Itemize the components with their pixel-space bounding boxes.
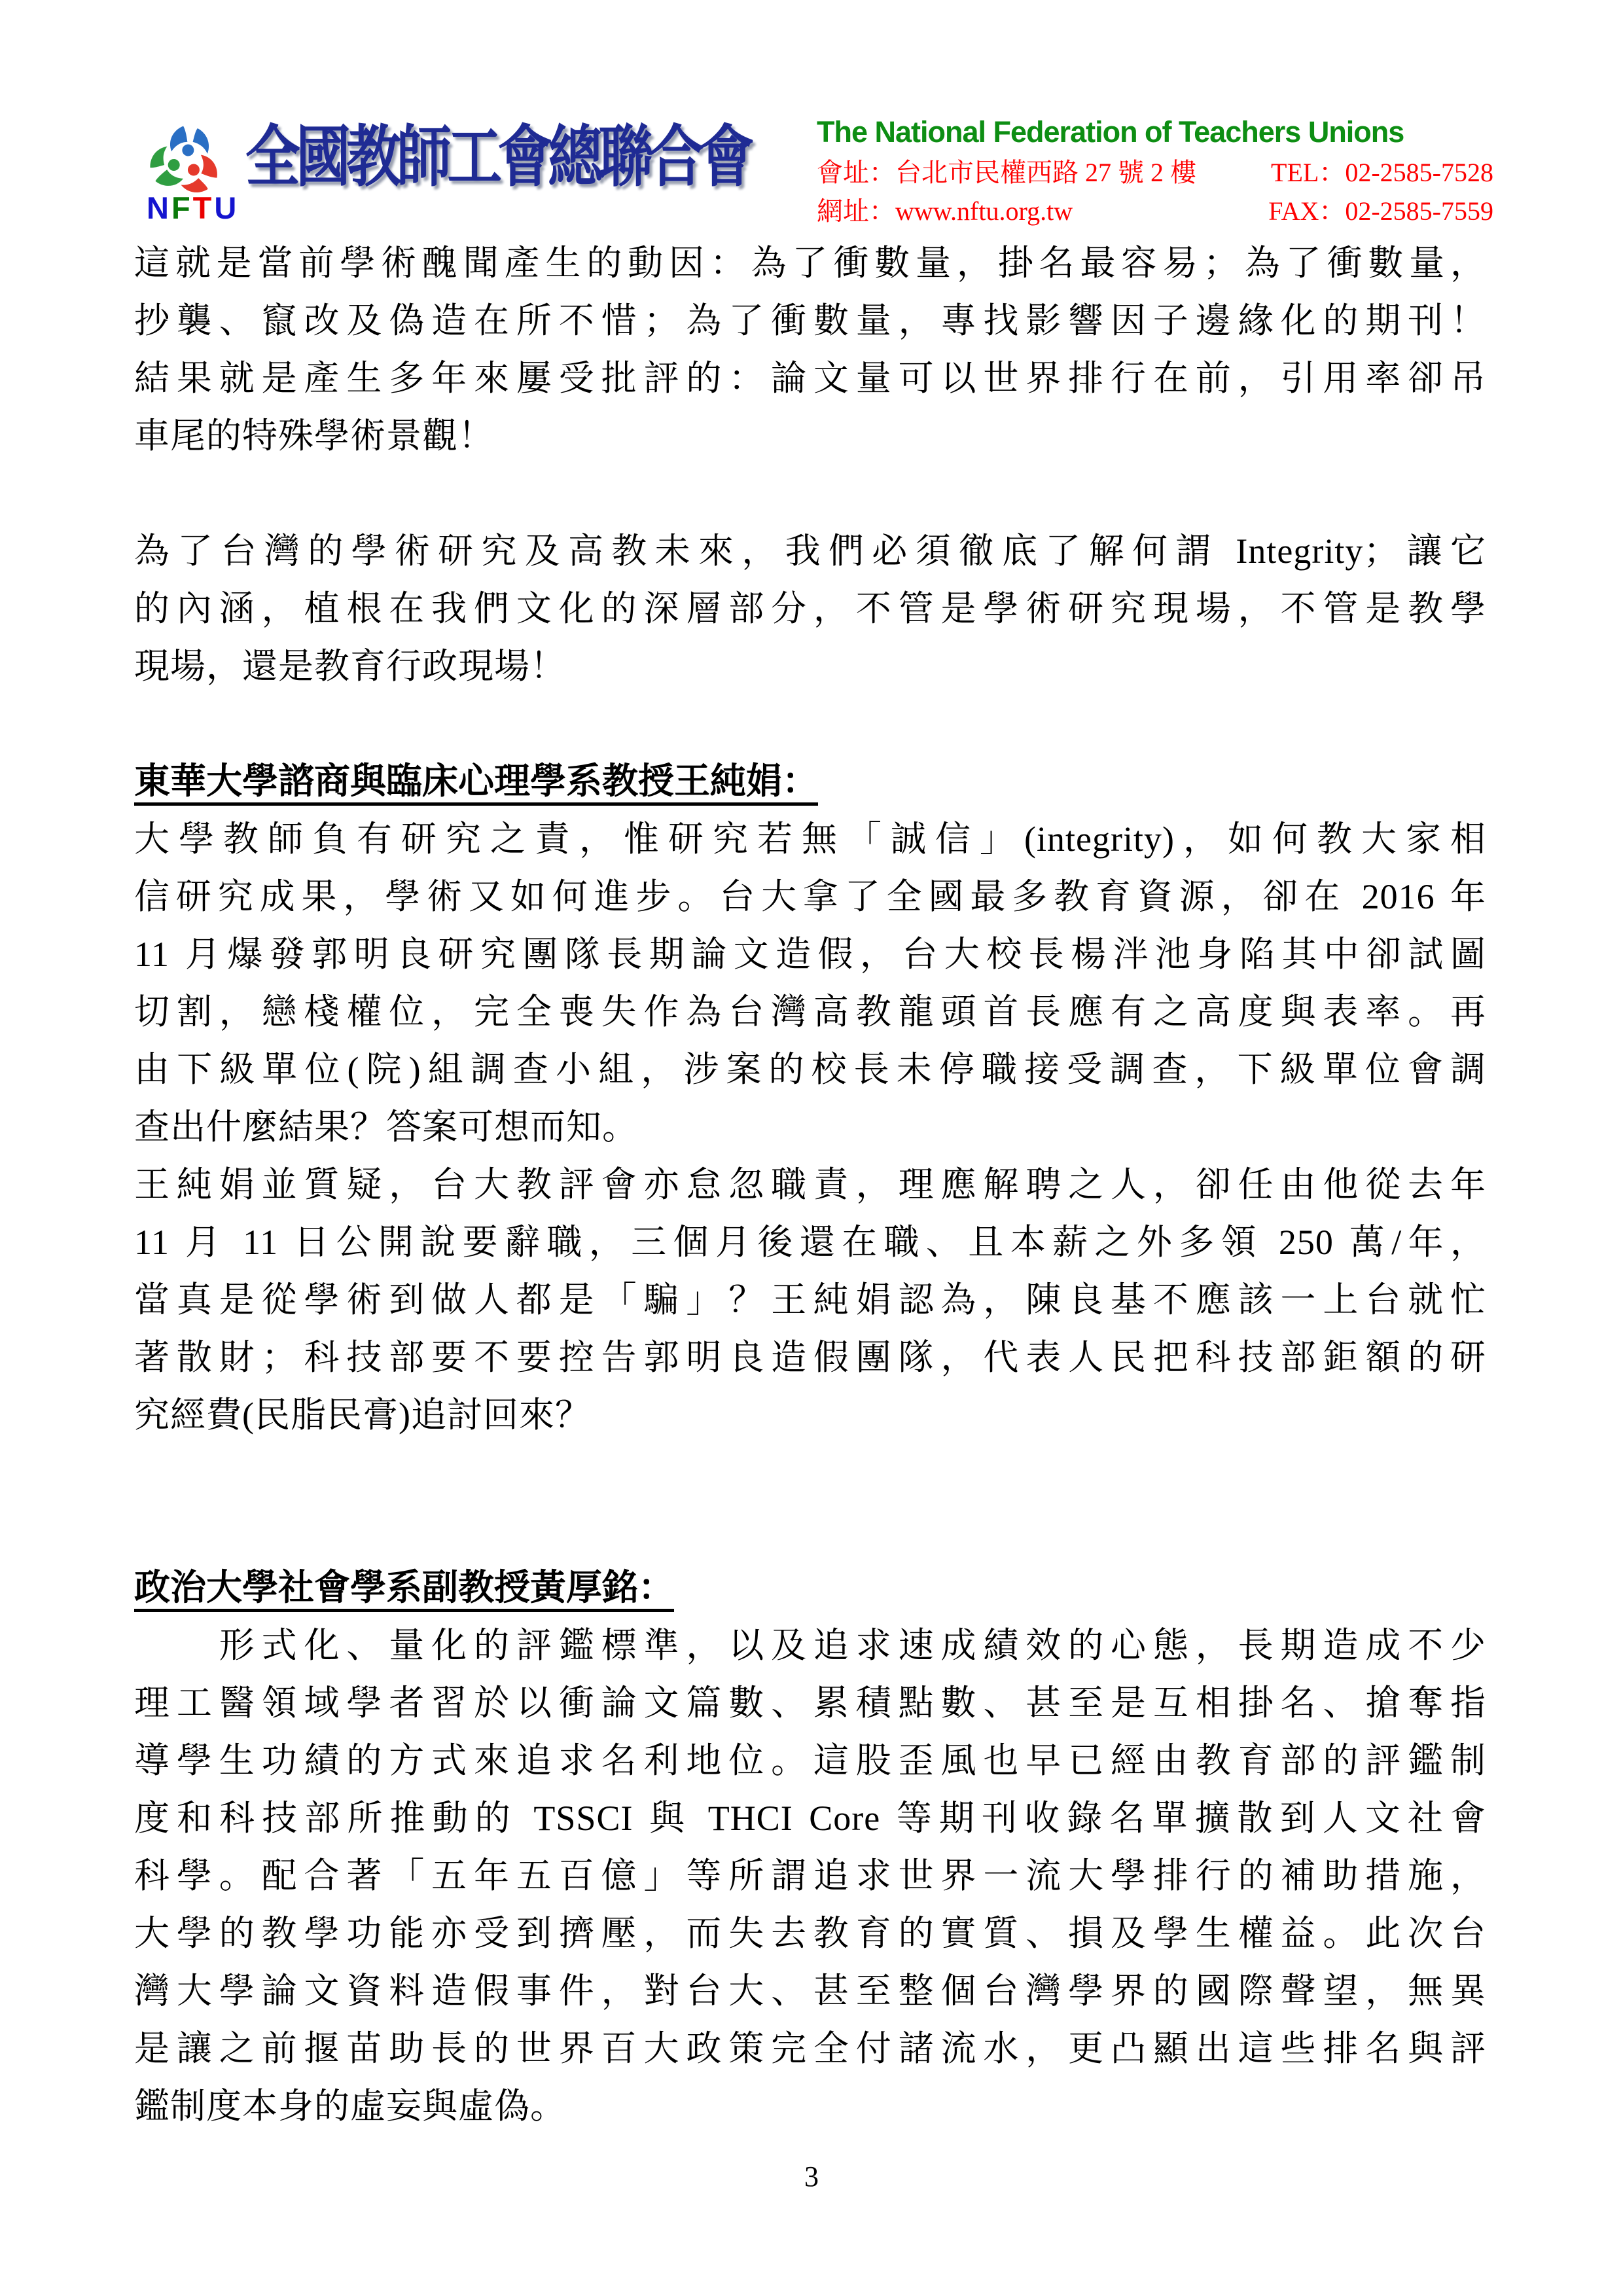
text-line: 11 月爆發郭明良研究團隊長期論文造假，台大校長楊泮池身陷其中卻試圖 bbox=[134, 935, 1486, 974]
org-name-en: The National Federation of Teachers Unions bbox=[817, 115, 1404, 149]
fax-label: FAX：02-2585-7559 bbox=[1268, 196, 1493, 226]
text-line: 由下級單位(院)組調查小組，涉案的校長未停職接受調查，下級單位會調 bbox=[134, 1050, 1486, 1089]
text-line: 大學教師負有研究之責，惟研究若無「誠信」(integrity)，如何教大家相 bbox=[134, 819, 1486, 859]
text-line: 查出什麼結果？答案可想而知。 bbox=[134, 1107, 638, 1147]
text-line: 這就是當前學術醜聞產生的動因：為了衝數量，掛名最容易；為了衝數量， bbox=[134, 243, 1486, 283]
nftu-letter: T bbox=[192, 190, 215, 225]
section-heading: 東華大學諮商與臨床心理學系教授王純娟： bbox=[134, 761, 819, 801]
text-line: 灣大學論文資料造假事件，對台大、甚至整個台灣學界的國際聲望，無異 bbox=[134, 1971, 1486, 2011]
org-name-zh: 全國教師工會總聯合會 bbox=[245, 121, 750, 195]
page-number: 3 bbox=[804, 2161, 819, 2193]
nftu-letter: U bbox=[214, 190, 240, 225]
contact-row-2 bbox=[817, 196, 1493, 226]
blank-line bbox=[134, 1444, 1486, 1559]
tel-label: TEL：02-2585-7528 bbox=[1271, 158, 1493, 187]
text-line: 大學的教學功能亦受到擠壓，而失去教育的實質、損及學生權益。此次台 bbox=[134, 1914, 1486, 1953]
text-line: 形式化、量化的評鑑標準，以及追求速成績效的心態，長期造成不少 bbox=[134, 1626, 1486, 1665]
blank-line bbox=[134, 695, 1486, 753]
text-line: 是讓之前揠苗助長的世界百大政策完全付諸流水，更凸顯出這些排名與評 bbox=[134, 2029, 1486, 2068]
text-line: 當真是從學術到做人都是「騙」？王純娟認為，陳良基不應該一上台就忙 bbox=[134, 1280, 1486, 1319]
text-line: 結果就是產生多年來屢受批評的：論文量可以世界排行在前，引用率卻吊 bbox=[134, 359, 1486, 398]
text-line: 抄襲、竄改及偽造在所不惜；為了衝數量，專找影響因子邊緣化的期刊！ bbox=[134, 301, 1486, 340]
blank-line bbox=[134, 465, 1486, 522]
text-line: 為了台灣的學術研究及高教未來，我們必須徹底了解何謂 Integrity；讓它 bbox=[134, 531, 1486, 571]
text-line: 現場，還是教育行政現場！ bbox=[134, 647, 566, 686]
nftu-acronym bbox=[147, 192, 239, 223]
address-label: 會址：台北市民權西路 27 號 2 樓 bbox=[817, 158, 1196, 187]
text-line: 度和科技部所推動的 TSSCI 與 THCI Core 等期刊收錄名單擴散到人文社會 bbox=[134, 1799, 1486, 1838]
text-line: 信研究成果，學術又如何進步。台大拿了全國最多教育資源，卻在 2016 年 bbox=[134, 877, 1486, 916]
text-line: 切割，戀棧權位，完全喪失作為台灣高教龍頭首長應有之高度與表率。再 bbox=[134, 992, 1486, 1031]
contact-block bbox=[817, 115, 1493, 226]
nftu-letter: N bbox=[147, 190, 171, 225]
text-line: 著散財；科技部要不要控告郭明良造假團隊，代表人民把科技部鉅額的研 bbox=[134, 1338, 1486, 1377]
website-label: 網址：www.nftu.org.tw bbox=[817, 196, 1073, 226]
text-line: 車尾的特殊學術景觀！ bbox=[134, 416, 494, 456]
document-body bbox=[134, 234, 1486, 2135]
text-line: 王純娟並質疑，台大教評會亦怠忽職責，理應解聘之人，卻任由他從去年 bbox=[134, 1165, 1486, 1204]
text-line: 究經費(民脂民膏)追討回來？ bbox=[134, 1395, 591, 1435]
text-line: 的內涵，植根在我們文化的深層部分，不管是學術研究現場，不管是教學 bbox=[134, 589, 1486, 628]
text-line: 鑑制度本身的虛妄與虛偽。 bbox=[134, 2087, 566, 2126]
text-line: 導學生功績的方式來追求名利地位。這股歪風也早已經由教育部的評鑑制 bbox=[134, 1741, 1486, 1780]
nftu-logo-icon bbox=[145, 120, 225, 198]
text-line: 11 月 11 日公開說要辭職，三個月後還在職、且本薪之外多領 250 萬/年， bbox=[134, 1223, 1486, 1262]
text-line: 理工醫領域學者習於以衝論文篇數、累積點數、甚至是互相掛名、搶奪指 bbox=[134, 1683, 1486, 1723]
contact-row-1 bbox=[817, 158, 1493, 188]
section-heading: 政治大學社會學系副教授黃厚銘： bbox=[134, 1568, 675, 1607]
text-line: 科學。配合著「五年五百億」等所謂追求世界一流大學排行的補助措施， bbox=[134, 1856, 1486, 1895]
nftu-letter: F bbox=[171, 190, 193, 225]
